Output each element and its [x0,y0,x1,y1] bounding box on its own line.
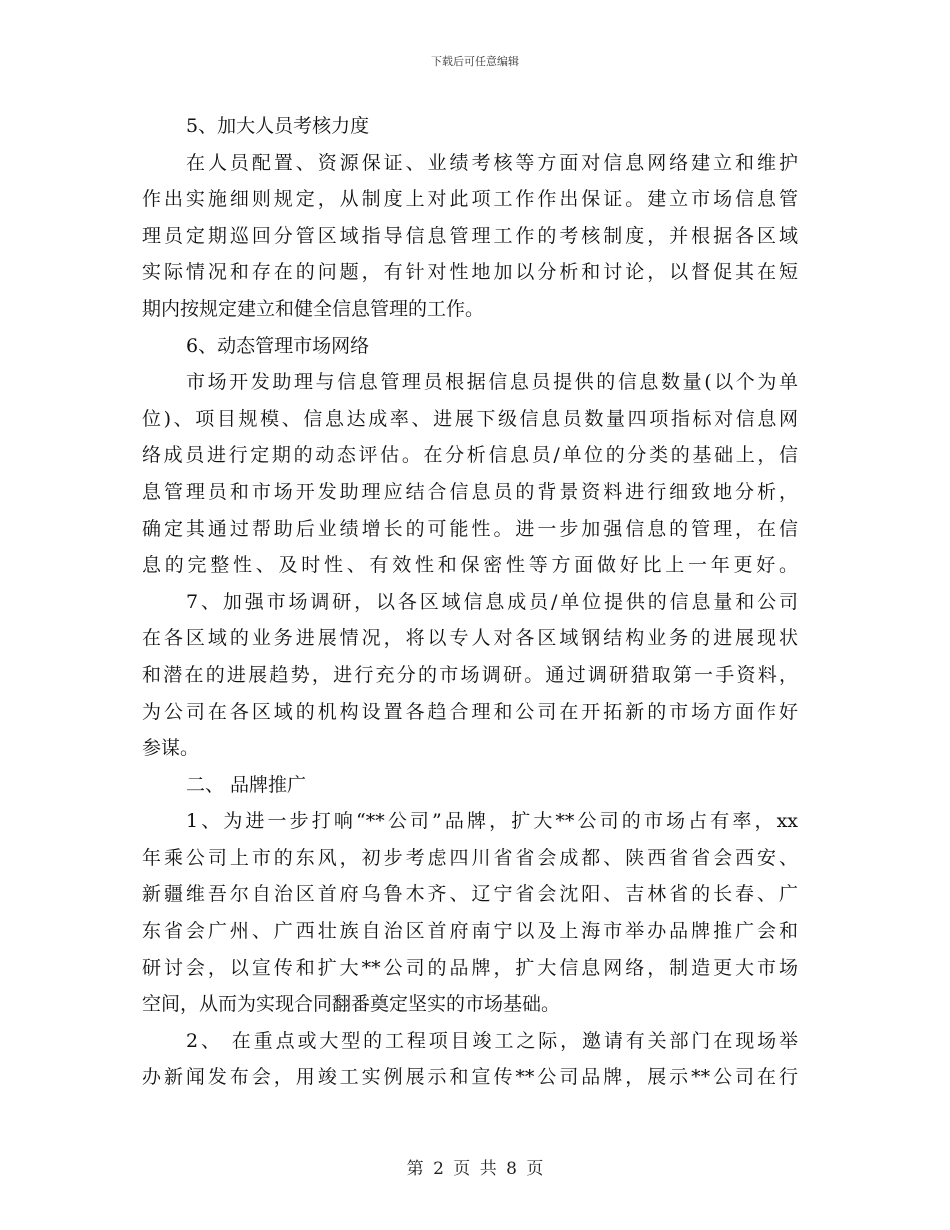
text-line: 2、 在重点或大型的工程项目竣工之际，邀请有关部门在现场举 [186,1029,798,1052]
text-line: 6、动态管理市场网络 [186,334,370,357]
document-body [142,108,798,1096]
text-line: 期内按规定建立和健全信息管理的工作。 [142,297,485,320]
text-line: 年乘公司上市的东风，初步考虑四川省省会成都、陕西省省会西安、 [142,846,798,869]
text-line: 息的完整性、及时性、有效性和保密性等方面做好比上一年更好。 [142,554,798,577]
text-line: 市场开发助理与信息管理员根据信息员提供的信息数量(以个为单 [186,371,798,394]
text-line: 5、加大人员考核力度 [186,115,370,137]
page-footer: 第 2 页 共 8 页 [406,1159,544,1179]
page-header: 下载后可任意编辑 [431,55,519,68]
text-line: 息管理员和市场开发助理应结合信息员的背景资料进行细致地分析， [142,480,798,503]
text-line: 为公司在各区域的机构设置各趋合理和公司在开拓新的市场方面作好 [142,700,798,723]
text-line: 东省会广州、广西壮族自治区首府南宁以及上海市举办品牌推广会和 [142,920,798,943]
text-line: 二、 品牌推广 [186,773,307,796]
text-line: 确定其通过帮助后业绩增长的可能性。进一步加强信息的管理，在信 [142,517,798,540]
text-line: 7、加强市场调研，以各区域信息成员/单位提供的信息量和公司 [186,590,798,613]
text-line: 空间，从而为实现合同翻番奠定坚实的市场基础。 [142,993,561,1016]
text-line: 研讨会，以宣传和扩大**公司的品牌，扩大信息网络，制造更大市场 [142,956,798,979]
text-line: 1、为进一步打响“**公司”品牌，扩大**公司的市场占有率，xx [186,810,798,833]
text-line: 实际情况和存在的问题，有针对性地加以分析和讨论，以督促其在短 [142,261,798,284]
text-line: 和潜在的进展趋势，进行充分的市场调研。通过调研猎取第一手资料， [142,663,798,686]
text-line: 位)、项目规模、信息达成率、进展下级信息员数量四项指标对信息网 [142,407,798,430]
text-line: 在各区域的业务进展情况，将以专人对各区域钢结构业务的进展现状 [142,627,798,650]
text-line: 理员定期巡回分管区域指导信息管理工作的考核制度，并根据各区域 [142,224,798,247]
text-line: 在人员配置、资源保证、业绩考核等方面对信息网络建立和维护 [186,151,798,174]
text-line: 办新闻发布会，用竣工实例展示和宣传**公司品牌，展示**公司在行 [142,1066,798,1089]
text-line: 参谋。 [142,737,200,760]
text-line: 络成员进行定期的动态评估。在分析信息员/单位的分类的基础上，信 [142,444,798,467]
text-line: 新疆维吾尔自治区首府乌鲁木齐、辽宁省会沈阳、吉林省的长春、广 [142,883,798,906]
text-line: 作出实施细则规定，从制度上对此项工作作出保证。建立市场信息管 [142,188,798,211]
